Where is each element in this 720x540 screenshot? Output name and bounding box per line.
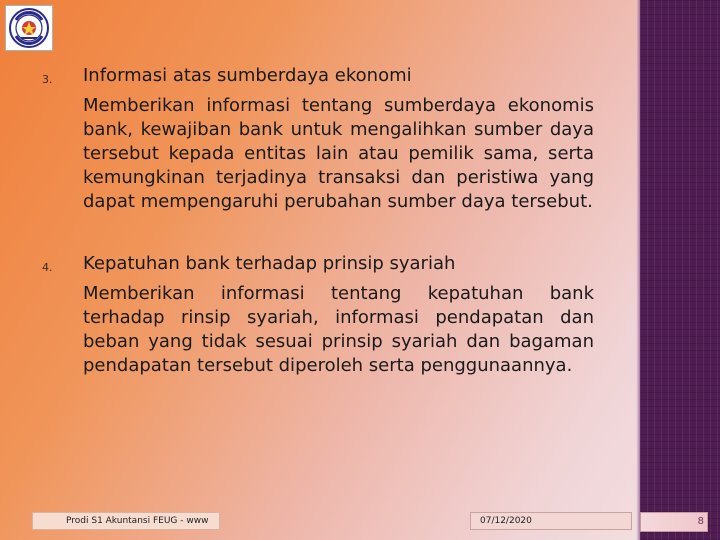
list-item — [42, 252, 594, 378]
decorative-sidebar — [640, 0, 720, 540]
item-number: 4. — [42, 261, 53, 274]
item-heading: Informasi atas sumberdaya ekonomi — [83, 65, 412, 86]
item-number: 3. — [42, 73, 53, 86]
item-body: Memberikan informasi tentang sumberdaya ekonomis bank, kewajiban bank untuk mengalihkan sumber daya tersebut kepada entitas lain atau pemilik sama, serta kemungkinan terjadinya transaksi dan peristiwa yang dapat mempengaruhi perubahan sumber daya tersebut. — [83, 95, 594, 212]
footer-date: 07/12/2020 — [470, 512, 632, 530]
list-item — [42, 64, 594, 214]
item-body: Memberikan informasi tentang kepatuhan bank terhadap rinsip syariah, informasi pendapatan dan beban yang tidak sesuai prinsip syariah dan bagaman pendapatan tersebut diperoleh serta penggunaannya. — [83, 283, 594, 376]
slide-content — [42, 60, 594, 378]
page-number: 8 — [640, 512, 708, 532]
footer-source: Prodi S1 Akuntansi FEUG - www — [32, 512, 220, 530]
item-heading: Kepatuhan bank terhadap prinsip syariah — [83, 253, 456, 274]
university-seal-icon — [5, 5, 53, 51]
